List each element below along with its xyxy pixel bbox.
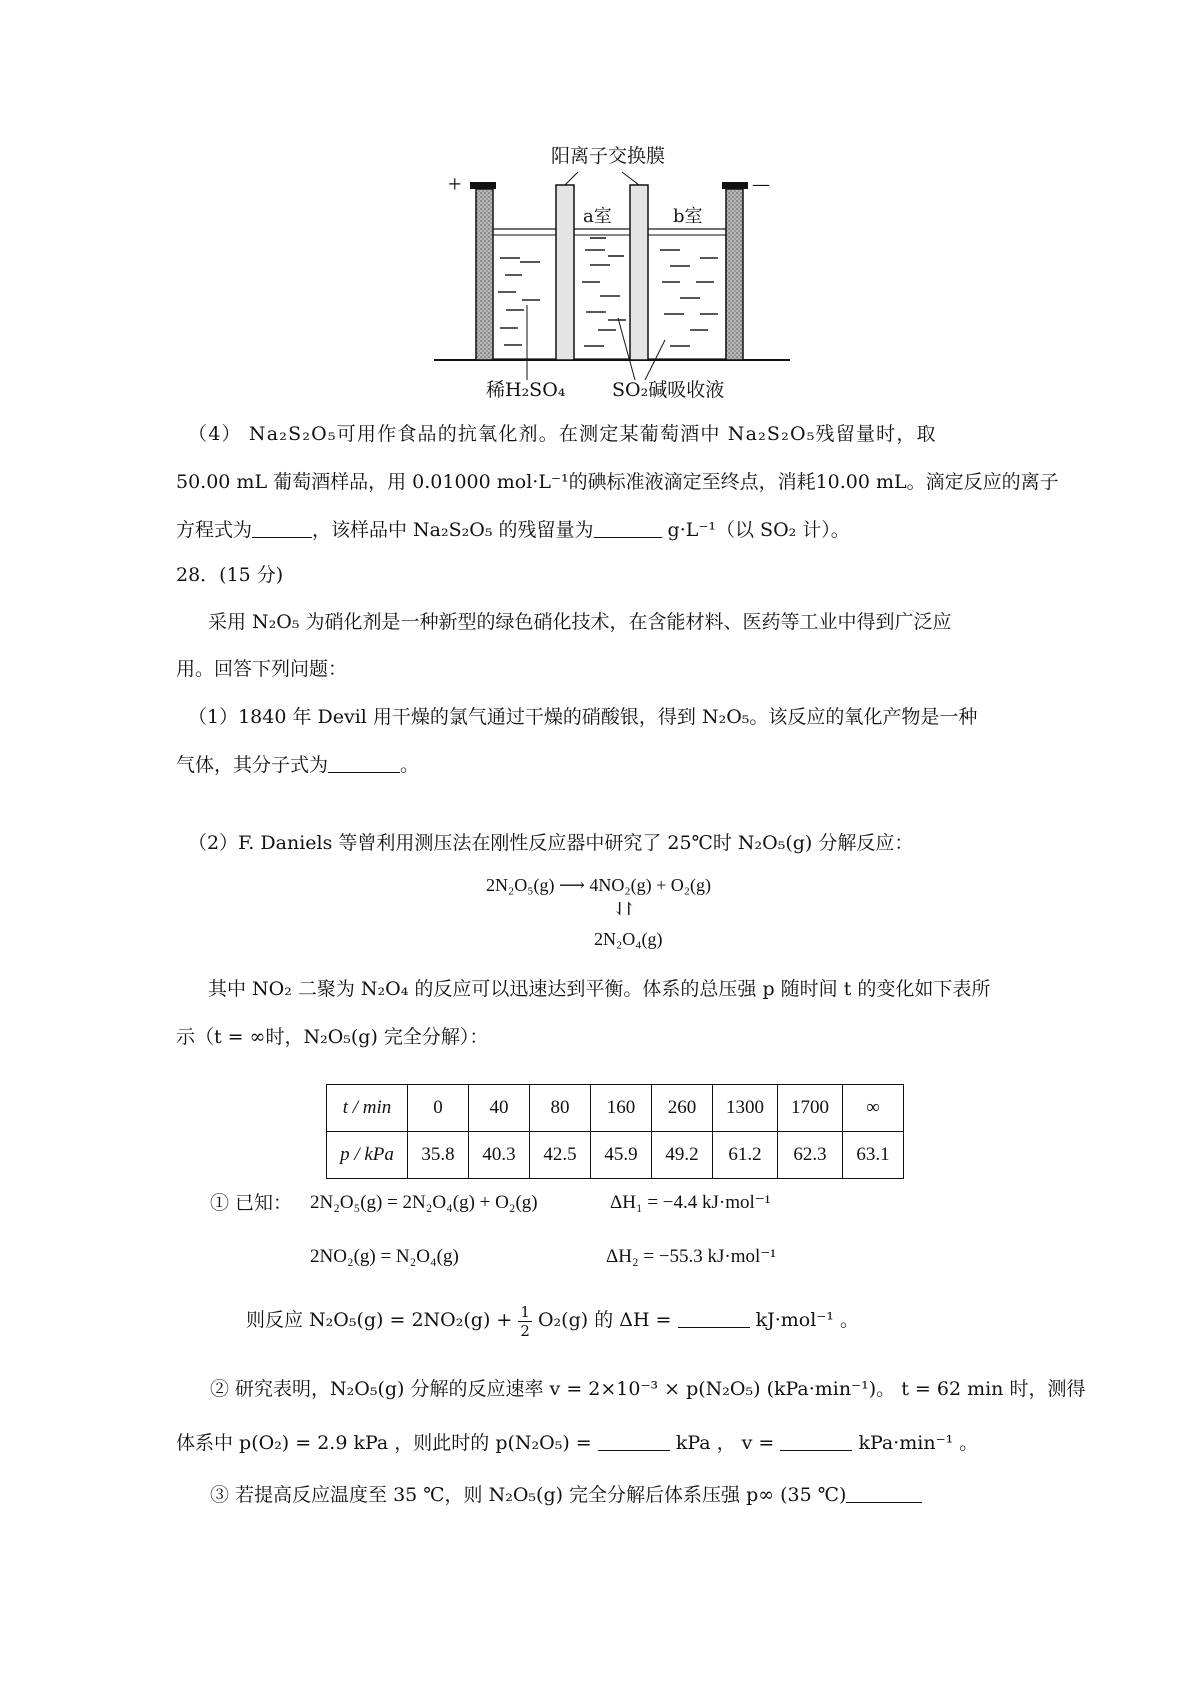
s3-line <box>210 1482 922 1508</box>
right-solution-label: SO₂碱吸收液 <box>612 379 725 401</box>
answer-blank-enthalpy[interactable] <box>678 1309 750 1328</box>
s3-text: ③ 若提高反应温度至 35 ℃，则 N₂O₅(g) 完全分解后体系压强 p∞ (35 ℃) <box>210 1484 847 1506</box>
q28-intro1: 采用 N₂O₅ 为硝化剂是一种新型的绿色硝化技术，在含能材料、医药等工业中得到广泛应 <box>208 611 952 633</box>
table-cell: 45.9 <box>591 1132 652 1179</box>
table-row-pressure <box>327 1132 904 1179</box>
q28-desc2: 示（t = ∞时，N₂O₅(g) 完全分解）： <box>176 1026 489 1048</box>
q4-text-b: ，该样品中 Na₂S₂O₅ 的残留量为 <box>312 519 594 541</box>
s1-question <box>246 1300 859 1340</box>
table-cell: 1700 <box>778 1085 843 1132</box>
p1-text-a: 气体，其分子式为 <box>176 754 329 776</box>
s2-text-c: kPa·min⁻¹ 。 <box>858 1432 979 1454</box>
scheme-arrow: ⇃↾ <box>612 899 631 919</box>
table-cell: 42.5 <box>530 1132 591 1179</box>
s2-text-b: kPa ， v = <box>675 1432 775 1454</box>
electrolysis-diagram <box>0 0 1200 420</box>
membrane-label: 阳离子交换膜 <box>551 145 666 167</box>
table-cell: 40.3 <box>469 1132 530 1179</box>
table-cell: 62.3 <box>778 1132 843 1179</box>
table-cell: 49.2 <box>652 1132 713 1179</box>
anode-electrode <box>476 189 493 360</box>
answer-blank-final-pressure[interactable] <box>846 1484 922 1503</box>
table-cell: 80 <box>530 1085 591 1132</box>
chamber-b-label: b室 <box>673 206 703 227</box>
scheme-bottom: 2N₂O₄(g) <box>594 929 663 949</box>
scheme-top: 2N₂O₅(g) ⟶ 4NO₂(g) + O₂(g) <box>486 875 712 895</box>
answer-blank-equation[interactable] <box>252 519 312 538</box>
table-row-time <box>327 1085 904 1132</box>
s2-line1: ② 研究表明，N₂O₅(g) 分解的反应速率 v = 2×10⁻³ × p(N₂O₅) (kPa·min⁻¹)。 t = 62 min 时，测得 <box>210 1378 1086 1400</box>
chamber-a-label: a室 <box>583 206 612 227</box>
s2-line2 <box>176 1430 978 1456</box>
q4-text-c: g·L⁻¹（以 SO₂ 计）。 <box>667 519 850 541</box>
s1-eq2: 2NO₂(g) = N₂O₄(g) <box>310 1246 459 1267</box>
s1-text-a: 则反应 N₂O₅(g) = 2NO₂(g) + <box>246 1309 513 1331</box>
table-header-time: t / min <box>327 1085 408 1132</box>
minus-sign: — <box>752 174 770 195</box>
table-cell: 160 <box>591 1085 652 1132</box>
table-cell: 35.8 <box>408 1132 469 1179</box>
answer-blank-pressure[interactable] <box>598 1432 670 1451</box>
q28-p1-line1: （1）1840 年 Devil 用干燥的氯气通过干燥的硝酸银，得到 N₂O₅。该反应的氧化产物是一种 <box>188 706 978 728</box>
q28-p2-line: （2）F. Daniels 等曾利用测压法在刚性反应器中研究了 25℃时 N₂O₅(g) 分解反应： <box>188 832 914 854</box>
table-cell: ∞ <box>843 1085 904 1132</box>
fraction-one-half: $\frac{1}{2}$ <box>520 1302 530 1340</box>
table-cell: 260 <box>652 1085 713 1132</box>
q4-text-a: 方程式为 <box>176 519 253 541</box>
q28-desc1: 其中 NO₂ 二聚为 N₂O₄ 的反应可以迅速达到平衡。体系的总压强 p 随时间 t 的变化如下表所 <box>208 978 991 1000</box>
answer-blank-residue[interactable] <box>594 519 662 538</box>
answer-blank-rate[interactable] <box>780 1432 852 1451</box>
s1-dh2: ΔH₂ = −55.3 kJ·mol⁻¹ <box>606 1246 776 1267</box>
q4-line3 <box>176 517 850 543</box>
plus-sign: + <box>448 172 462 198</box>
q4-line1: （4） Na₂S₂O₅可用作食品的抗氧化剂。在测定某葡萄酒中 Na₂S₂O₅残留量时，取 <box>188 423 937 445</box>
membrane-right <box>630 185 648 360</box>
q28-intro2: 用。回答下列问题： <box>176 658 348 680</box>
answer-blank-formula[interactable] <box>328 754 400 773</box>
table-cell: 40 <box>469 1085 530 1132</box>
table-header-pressure: p / kPa <box>327 1132 408 1179</box>
table-cell: 1300 <box>713 1085 778 1132</box>
s1-eq1: 2N₂O₅(g) = 2N₂O₄(g) + O₂(g) <box>310 1192 538 1213</box>
pressure-time-table <box>326 1084 904 1179</box>
s1-text-c: kJ·mol⁻¹ 。 <box>755 1309 859 1331</box>
p1-text-b: 。 <box>400 754 420 776</box>
table-cell: 61.2 <box>713 1132 778 1179</box>
s2-text-a: 体系中 p(O₂) = 2.9 kPa ，则此时的 p(N₂O₅) = <box>176 1432 592 1454</box>
electrolyte-dashes <box>498 238 718 346</box>
table-cell: 63.1 <box>843 1132 904 1179</box>
s1-dh1: ΔH₁ = −4.4 kJ·mol⁻¹ <box>610 1192 771 1213</box>
cathode-electrode <box>726 189 743 360</box>
membrane-left <box>556 185 574 360</box>
q28-p1-line2 <box>176 752 419 778</box>
q4-line2: 50.00 mL 葡萄酒样品，用 0.01000 mol·L⁻¹的碘标准液滴定至终点，消耗10.00 mL。滴定反应的离子 <box>176 471 1059 493</box>
table-cell: 0 <box>408 1085 469 1132</box>
s1-prefix: ① 已知： <box>210 1192 293 1214</box>
left-solution-label: 稀H₂SO₄ <box>486 379 566 401</box>
s1-text-b: O₂(g) 的 ΔH = <box>537 1309 672 1331</box>
q28-header: 28．(15 分) <box>176 564 284 586</box>
